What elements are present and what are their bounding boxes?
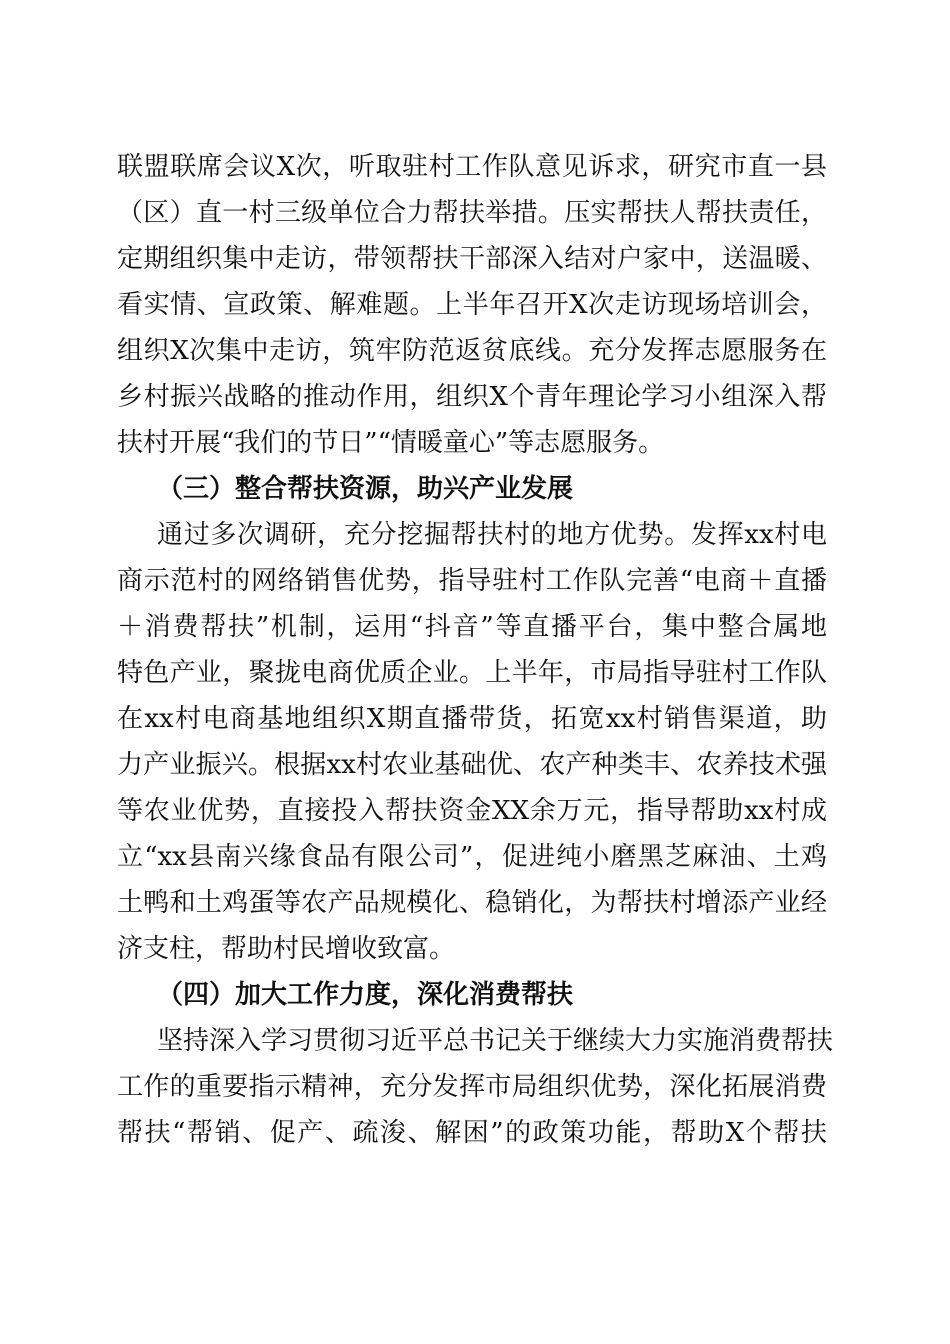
paragraph-1-line-2: （区）直一村三级单位合力帮扶举措。压实帮扶人帮扶责任， xyxy=(117,198,827,228)
paragraph-2-line-3: ＋消费帮扶”机制，运用“抖音”等直播平台，集中整合属地 xyxy=(117,612,827,642)
paragraph-2-line-4: 特色产业，聚拢电商优质企业。上半年，市局指导驻村工作队 xyxy=(117,658,827,688)
paragraph-1-line-5: 组织X次集中走访，筑牢防范返贫底线。充分发挥志愿服务在 xyxy=(117,336,827,366)
paragraph-3-line-1: 坚持深入学习贯彻习近平总书记关于继续大力实施消费帮扶 xyxy=(157,1026,834,1056)
paragraph-1-line-1: 联盟联席会议X次，听取驻村工作队意见诉求，研究市直一县 xyxy=(117,152,827,182)
paragraph-2-line-9: 土鸭和土鸡蛋等农产品规模化、稳销化，为帮扶村增添产业经 xyxy=(117,888,827,918)
paragraph-3-line-3: 帮扶“帮销、促产、疏浚、解困”的政策功能，帮助X个帮扶 xyxy=(117,1118,827,1148)
paragraph-1-line-7: 扶村开展“我们的节日”“情暖童心”等志愿服务。 xyxy=(117,428,665,458)
paragraph-2-line-8: 立“xx县南兴缘食品有限公司”，促进纯小磨黑芝麻油、土鸡 xyxy=(117,842,827,872)
section-heading-3: （三）整合帮扶资源，助兴产业发展 xyxy=(157,474,574,504)
section-heading-4: （四）加大工作力度，深化消费帮扶 xyxy=(157,980,574,1010)
paragraph-2-line-1: 通过多次调研，充分挖掘帮扶村的地方优势。发挥xx村电 xyxy=(157,520,827,550)
paragraph-1-line-4: 看实情、宣政策、解难题。上半年召开X次走访现场培训会， xyxy=(117,290,827,320)
paragraph-3-line-2: 工作的重要指示精神，充分发挥市局组织优势，深化拓展消费 xyxy=(117,1072,827,1102)
paragraph-2-line-10: 济支柱，帮助村民增收致富。 xyxy=(117,934,456,964)
paragraph-2-line-6: 力产业振兴。根据xx村农业基础优、农产种类丰、农养技术强 xyxy=(117,750,827,780)
paragraph-1-line-6: 乡村振兴战略的推动作用，组织X个青年理论学习小组深入帮 xyxy=(117,382,827,412)
paragraph-2-line-5: 在xx村电商基地组织X期直播带货，拓宽xx村销售渠道，助 xyxy=(117,704,827,734)
paragraph-2-line-7: 等农业优势，直接投入帮扶资金XX余万元，指导帮助xx村成 xyxy=(117,796,827,826)
paragraph-2-line-2: 商示范村的网络销售优势，指导驻村工作队完善“电商＋直播 xyxy=(117,566,827,596)
paragraph-1-line-3: 定期组织集中走访，带领帮扶干部深入结对户家中，送温暖、 xyxy=(117,244,827,274)
